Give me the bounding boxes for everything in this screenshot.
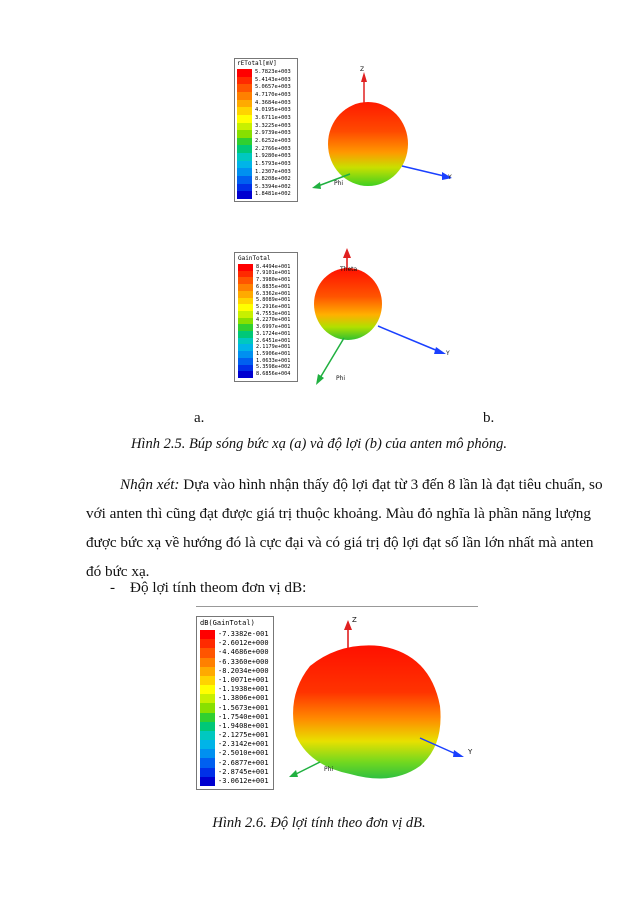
legend-tick-label: -1.9408e+001 (218, 721, 269, 730)
phi-label-a: Phi (334, 180, 344, 187)
legend-a (234, 58, 298, 202)
radiation-pattern-b (306, 248, 474, 398)
radiation-pattern-c (280, 606, 478, 792)
legend-tick-label: 8.4494e+001 (256, 263, 291, 270)
legend-tick-label: -2.5010e+001 (218, 749, 269, 758)
legend-tick-label: -7.3382e-001 (218, 630, 269, 639)
label-a: a. (194, 410, 205, 426)
legend-tick-label: -1.0071e+001 (218, 675, 269, 684)
legend-tick-label: -2.8745e+001 (218, 767, 269, 776)
pattern-body-a (328, 102, 408, 186)
legend-tick-label: 2.6451e+001 (256, 337, 291, 344)
z-label-c: Z (352, 616, 357, 624)
figure-b (234, 248, 474, 398)
phi-arrow-c (289, 770, 298, 777)
y-arrow-b (434, 347, 446, 354)
legend-tick-label: -1.5673e+001 (218, 703, 269, 712)
y-label-a: Y (448, 174, 452, 181)
legend-swatch (237, 191, 252, 199)
legend-tick-label: 5.8089e+001 (256, 297, 291, 304)
z-arrow-c (344, 620, 352, 630)
remark-line-4: đó bức xạ. (86, 563, 150, 580)
y-axis-a (402, 166, 444, 176)
legend-tick-label: 6.8835e+001 (256, 283, 291, 290)
legend-tick-label: 5.3598e+002 (256, 364, 291, 371)
legend-tick-label: -1.3806e+001 (218, 694, 269, 703)
legend-tick-label: 2.1179e+001 (256, 344, 291, 351)
label-b: b. (483, 410, 495, 426)
legend-tick-label: 3.3225e+003 (255, 122, 291, 129)
y-arrow-c (453, 750, 464, 757)
legend-tick-label: 6.3362e+001 (256, 290, 291, 297)
legend-tick-label: 2.2766e+003 (255, 145, 291, 152)
legend-tick-label: 7.9101e+001 (256, 270, 291, 277)
legend-tick-label: 8.6856e+004 (256, 371, 291, 378)
remark-line-1: Dựa vào hình nhận thấy độ lợi đạt từ 3 đến 8 lần là đạt tiêu chuẩn, so (179, 476, 603, 493)
legend-tick-label: 8.8208e+002 (255, 176, 291, 183)
y-axis-b (378, 326, 438, 351)
legend-tick-label: 1.0633e+001 (256, 357, 291, 364)
theta-arrow-b (343, 248, 351, 258)
legend-tick-label: 7.3980e+001 (256, 277, 291, 284)
remark-paragraph (86, 470, 603, 586)
legend-tick-label: -3.0612e+001 (218, 776, 269, 785)
legend-tick-label: 3.1724e+001 (256, 330, 291, 337)
z-arrow-a (361, 72, 367, 82)
legend-tick-label: -6.3360e+000 (218, 657, 269, 666)
legend-tick-label: 4.7553e+001 (256, 310, 291, 317)
figure-a (234, 58, 474, 206)
legend-c-scale (200, 630, 272, 786)
legend-tick-label: -2.6877e+001 (218, 758, 269, 767)
legend-tick-label: 3.6997e+001 (256, 324, 291, 331)
y-label-c: Y (468, 748, 473, 756)
legend-b-scale (238, 264, 295, 378)
caption-figure-2-5: Hình 2.5. Búp sóng bức xạ (a) và độ lợi (b) của anten mô phỏng. (130, 436, 508, 452)
caption-figure-2-6: Hình 2.6. Độ lợi tính theo đơn vị dB. (212, 815, 426, 831)
legend-tick-label: 4.2270e+001 (256, 317, 291, 324)
legend-tick-label: -8.2034e+000 (218, 666, 269, 675)
phi-arrow-a (312, 182, 321, 189)
legend-tick-label: 4.3684e+003 (255, 99, 291, 106)
bullet-item (110, 579, 307, 597)
legend-b-title: GainTotal (238, 255, 271, 262)
legend-swatch (200, 777, 215, 787)
figure-c (196, 606, 478, 792)
legend-tick-label: -1.1938e+001 (218, 685, 269, 694)
legend-swatch (238, 371, 253, 378)
legend-tick-label: -2.3142e+001 (218, 740, 269, 749)
legend-tick-label: -2.1275e+001 (218, 731, 269, 740)
legend-tick-label: 5.3394e+002 (255, 183, 291, 190)
legend-tick-label: 2.6252e+003 (255, 137, 291, 144)
radiation-pattern-a (306, 58, 474, 206)
legend-tick-label: -4.4686e+000 (218, 648, 269, 657)
legend-tick-label: -2.6012e+000 (218, 639, 269, 648)
legend-tick-label: 5.0657e+003 (255, 84, 291, 91)
remark-lead: Nhận xét: (120, 476, 180, 493)
legend-a-scale (237, 69, 295, 199)
theta-label-b: Theta (340, 266, 358, 273)
legend-tick-label: 1.8481e+002 (255, 191, 291, 198)
y-label-b: Y (446, 350, 450, 357)
phi-label-b: Phi (336, 375, 346, 382)
bullet-dash: - (110, 579, 116, 596)
remark-line-3: được bức xạ về hướng đó là cực đại và có giá trị độ lợi đạt số lần lớn nhất mà anten (86, 534, 594, 551)
phi-label-c: Phi (324, 766, 334, 773)
legend-tick-label: 5.7823e+003 (255, 69, 291, 76)
legend-tick-label: 3.6711e+003 (255, 115, 291, 121)
legend-tick-label: 5.4143e+003 (255, 76, 291, 83)
legend-tick-label: 4.7170e+003 (255, 92, 291, 99)
legend-c (196, 616, 274, 790)
phi-axis-b (320, 338, 344, 378)
remark-line-2: với anten thì cũng đạt được giá trị thuộc khoảng. Màu đỏ nghĩa là phần năng lượng (86, 505, 591, 522)
legend-tick-label: 4.0195e+003 (255, 107, 291, 114)
legend-tick-label: 5.2916e+001 (256, 303, 291, 310)
pattern-body-b (314, 268, 382, 340)
phi-arrow-b (316, 374, 324, 385)
legend-tick-label: 1.9280e+003 (255, 153, 291, 160)
legend-tick-label: 1.2307e+003 (255, 168, 291, 175)
legend-c-title: dB(GainTotal) (200, 619, 255, 627)
legend-a-title: rETotal[mV] (237, 60, 277, 67)
legend-tick-label: -1.7540e+001 (218, 712, 269, 721)
legend-tick-label: 1.5906e+001 (256, 350, 291, 357)
bullet-text: Độ lợi tính theom đơn vị dB: (130, 579, 307, 596)
z-label-a: Z (360, 66, 365, 73)
legend-tick-label: 1.5793e+003 (255, 160, 291, 167)
pattern-body-c (293, 645, 441, 778)
legend-tick-label: 2.9739e+003 (255, 130, 291, 137)
legend-b (234, 252, 298, 382)
phi-axis-c (296, 762, 320, 774)
